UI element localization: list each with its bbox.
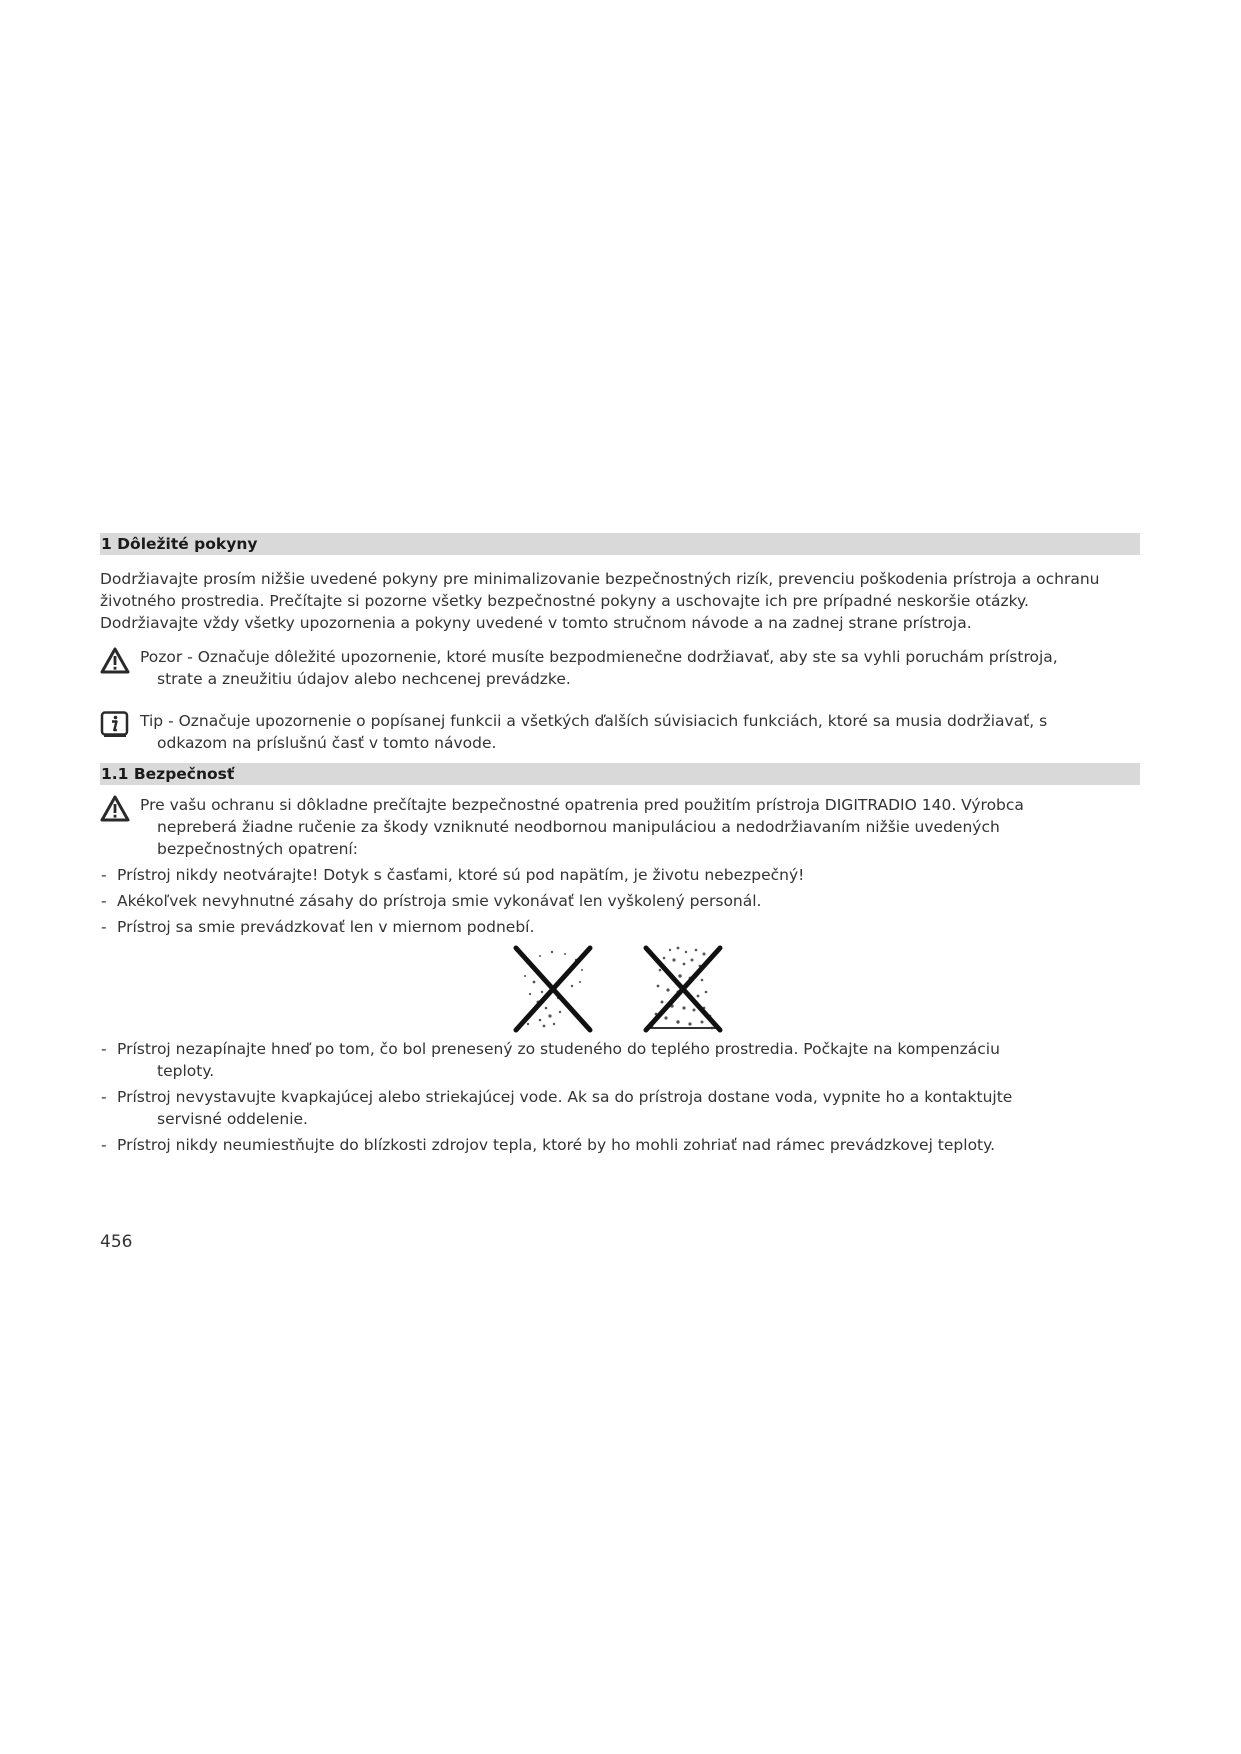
intro-line: Dodržiavajte vždy všetky upozornenia a pokyny uvedené v tomto stručnom návode a na zadnej strane prístroja. <box>100 614 972 632</box>
list-item <box>100 1086 1140 1130</box>
list-item <box>100 1038 1140 1082</box>
list-dash: - <box>101 918 107 936</box>
document-body <box>100 533 1140 1156</box>
safety-warning-text-continued: nepreberá žiadne ručenie za škody vzniknuté neodbornou manipuláciou a nedodržiavaním nižšie uvedených <box>157 818 1000 836</box>
tip-notice <box>100 710 1140 754</box>
list-item-text: Prístroj nezapínajte hneď po tom, čo bol prenesený zo studeného do teplého prostredia. Počkajte na kompenzáciu <box>117 1040 1000 1058</box>
warning-triangle-icon <box>100 795 130 822</box>
caution-notice <box>100 646 1140 690</box>
list-item <box>100 916 1140 938</box>
page-number: 456 <box>100 1232 133 1252</box>
list-dash: - <box>101 892 107 910</box>
info-icon <box>100 711 130 738</box>
list-item-text: Prístroj sa smie prevádzkovať len v miernom podnebí. <box>117 918 535 936</box>
caution-text-continued: strate a zneužitiu údajov alebo nechcenej prevádzke. <box>157 670 571 688</box>
list-item-text: Prístroj nikdy neumiestňujte do blízkosti zdrojov tepla, ktoré by ho mohli zohriať nad rámec prevádzkovej teploty. <box>117 1136 996 1154</box>
list-item-text: Prístroj nevystavujte kvapkajúcej alebo striekajúcej vode. Ak sa do prístroja dostane voda, vypnite ho a kontaktujte <box>117 1088 1013 1106</box>
warning-figures <box>100 938 1140 1038</box>
list-dash: - <box>101 866 107 884</box>
list-item <box>100 890 1140 912</box>
tip-text: Tip - Označuje upozornenie o popísanej funkcii a všetkých ďalších súvisiacich funkciách, ktoré sa musia dodržiavať, s <box>140 712 1048 730</box>
intro-paragraph <box>100 568 1140 634</box>
caution-text: Pozor - Označuje dôležité upozornenie, ktoré musíte bezpodmienečne dodržiavať, aby ste sa vyhli poruchám prístroja, <box>140 648 1058 666</box>
warning-triangle-icon <box>100 647 130 674</box>
safety-list-continued <box>100 1038 1140 1156</box>
list-dash: - <box>101 1088 107 1106</box>
safety-warning <box>100 794 1140 860</box>
list-item <box>100 864 1140 886</box>
intro-line: životného prostredia. Prečítajte si pozorne všetky bezpečnostné pokyny a uschovajte ich pre prípadné neskoršie otázky. <box>100 592 1029 610</box>
safety-list <box>100 864 1140 938</box>
safety-warning-text: Pre vašu ochranu si dôkladne prečítajte bezpečnostné opatrenia pred použitím prístroja DIGITRADIO 140. Výrobca <box>140 796 1024 814</box>
list-item-text-continued: servisné oddelenie. <box>157 1110 308 1128</box>
list-dash: - <box>101 1040 107 1058</box>
list-item <box>100 1134 1140 1156</box>
section-heading: 1 Dôležité pokyny <box>100 533 1140 555</box>
safety-warning-text-continued: bezpečnostných opatrení: <box>157 840 358 858</box>
list-item-text: Akékoľvek nevyhnutné zásahy do prístroja smie vykonávať len vyškolený personál. <box>117 892 762 910</box>
list-item-text-continued: teploty. <box>157 1062 215 1080</box>
list-item-text: Prístroj nikdy neotvárajte! Dotyk s časťami, ktoré sú pod napätím, je životu nebezpečný! <box>117 866 805 884</box>
no-rain-icon <box>510 942 596 1036</box>
no-splash-icon <box>640 942 726 1036</box>
list-dash: - <box>101 1136 107 1154</box>
intro-line: Dodržiavajte prosím nižšie uvedené pokyny pre minimalizovanie bezpečnostných rizík, prevenciu poškodenia prístroja a ochranu <box>100 570 1100 588</box>
tip-text-continued: odkazom na príslušnú časť v tomto návode. <box>157 734 497 752</box>
section-heading: 1.1 Bezpečnosť <box>100 763 1140 785</box>
